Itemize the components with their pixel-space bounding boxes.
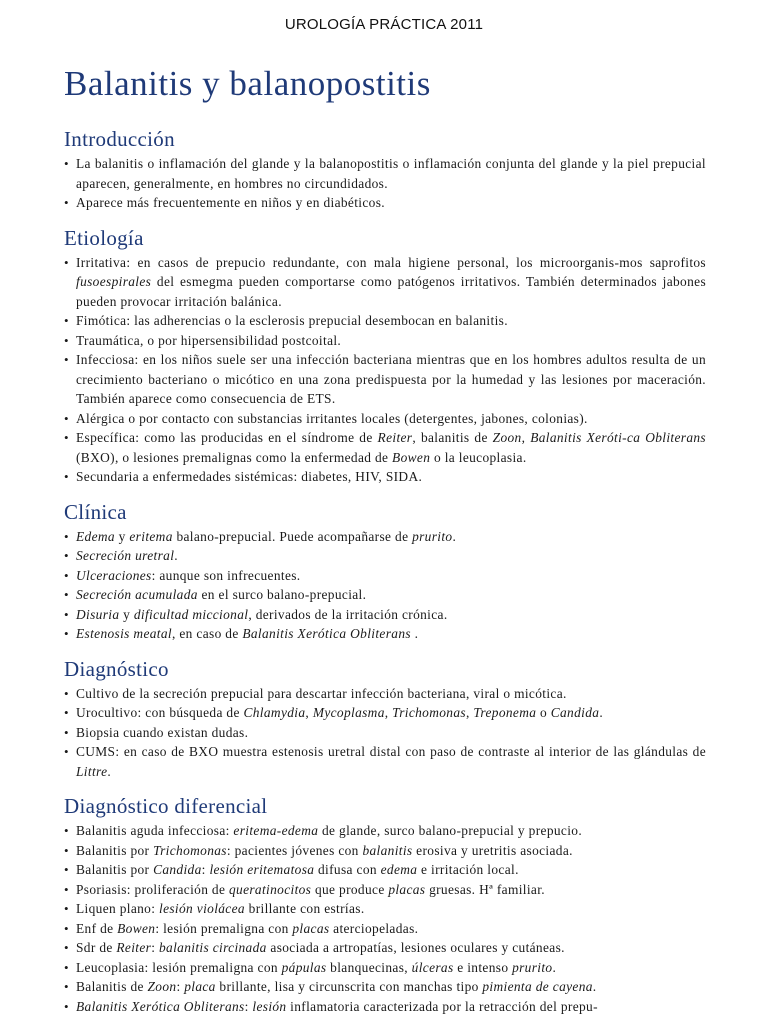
text: e irritación local. — [417, 862, 519, 877]
text: Biopsia cuando existan dudas. — [76, 724, 249, 740]
bullet-item — [64, 997, 706, 1017]
bullet-item — [64, 684, 706, 704]
italic-text: pimienta de cayena — [482, 979, 593, 994]
bullet-item — [64, 624, 706, 644]
italic-text: Bowen — [392, 449, 431, 465]
text: difusa con — [314, 862, 381, 877]
text: Infecciosa: en los niños suele ser una infección bacteriana mientras que en los hombres adultos resulta de un crecimiento bacteriano o micótico en una zona predispuesta por la humedad y las lesiones por maceración. También aparece como consecuencia de ETS. — [76, 352, 706, 406]
text: Sdr de — [76, 940, 117, 955]
text: o la leucoplasia. — [430, 449, 527, 465]
text: Balanitis por — [76, 842, 154, 858]
bullet-item — [64, 605, 706, 625]
italic-text: Bowen — [117, 920, 156, 936]
italic-text: prurito — [512, 959, 553, 975]
text: : — [201, 862, 210, 877]
section-heading: Etiología — [64, 225, 144, 250]
italic-text: Ulceraciones — [76, 567, 152, 583]
bullet-item — [64, 311, 706, 331]
italic-text: pápulas — [281, 959, 327, 975]
bullet-item — [64, 919, 706, 939]
italic-text: Secreción uretral — [76, 548, 175, 563]
bullet-item — [64, 938, 706, 958]
bullet-item — [64, 428, 706, 467]
section-heading: Diagnóstico — [64, 656, 169, 681]
text: . — [410, 626, 419, 641]
text: Balanitis de — [76, 979, 148, 994]
bullet-item — [64, 154, 706, 193]
text: , — [384, 705, 393, 720]
italic-text: Disuria — [76, 606, 120, 622]
italic-text: Secreción acumulada — [76, 587, 198, 602]
italic-text: Chlamydia — [243, 705, 306, 720]
text: : aunque son infrecuentes. — [151, 567, 301, 583]
text: erosiva y uretritis asociada. — [412, 842, 573, 858]
italic-text: queratinocitos — [228, 881, 312, 897]
text: balano-prepucial. Puede acompañarse de — [172, 528, 413, 544]
bullet-item — [64, 566, 706, 586]
text: CUMS: en caso de BXO muestra estenosis uretral distal con paso de contraste al interior de las glándulas de — [76, 744, 706, 759]
text: y — [114, 528, 130, 544]
text: . — [552, 959, 557, 975]
text: , balanitis de — [412, 430, 493, 445]
bullet-item — [64, 958, 706, 978]
text: . — [174, 548, 178, 563]
italic-text: eritema-edema — [233, 823, 319, 838]
running-head: UROLOGÍA PRÁCTICA 2011 — [284, 16, 484, 33]
italic-text: Zoon — [147, 979, 177, 994]
bullet-item — [64, 703, 706, 723]
text: Alérgica o por contacto con substancias irritantes locales (detergentes, jabones, colonias). — [76, 410, 588, 426]
bullet-item — [64, 467, 706, 487]
italic-text: Mycoplasma — [312, 705, 385, 720]
text: Balanitis por — [76, 862, 154, 877]
text: (BXO), o lesiones premalignas como la enfermedad de — [76, 449, 393, 465]
section-heading: Diagnóstico diferencial — [64, 794, 268, 818]
text: asociada a artropatías, lesiones oculares y cutáneas. — [266, 940, 565, 955]
text: . — [592, 979, 597, 994]
text: : lesión premaligna con — [155, 920, 293, 936]
text: Cultivo de la secreción prepucial para descartar infección bacteriana, viral o micótica. — [76, 685, 567, 701]
text: . — [599, 705, 604, 720]
italic-text: Estenosis meatal — [76, 626, 172, 641]
section-diagnostico — [64, 654, 706, 782]
italic-text: lesión — [252, 998, 287, 1014]
text: . — [107, 763, 112, 779]
italic-text: Treponema — [473, 705, 537, 720]
bullet-list — [64, 821, 706, 1016]
text: La balanitis o inflamación del glande y la balanopostitis o inflamación conjunta del glande y la piel prepucial aparecen, generalmente, en hombres no circundidados. — [76, 156, 706, 191]
document-body — [64, 124, 706, 1026]
bullet-list — [64, 684, 706, 782]
italic-text: lesión violácea — [159, 901, 245, 916]
text: , — [465, 705, 474, 720]
text: , derivados de la irritación crónica. — [248, 606, 448, 622]
italic-text: Reiter — [116, 940, 152, 955]
italic-text: Trichomonas — [153, 842, 227, 858]
section-clinica — [64, 497, 706, 644]
italic-text: Balanitis Xerótica Obliterans — [76, 998, 245, 1014]
bullet-item — [64, 977, 706, 997]
bullet-item — [64, 350, 706, 409]
text: de glande, surco balano-prepucial y prepucio. — [318, 823, 583, 838]
text: Aparece más frecuentemente en niños y en diabéticos. — [76, 195, 385, 210]
text: : pacientes jóvenes con — [226, 842, 363, 858]
bullet-item — [64, 527, 706, 547]
text: en el surco balano-prepucial. — [197, 587, 367, 602]
text: Leucoplasia: lesión premaligna con — [76, 959, 282, 975]
text: Traumática, o por hipersensibilidad postcoital. — [76, 332, 342, 348]
section-heading: Introducción — [64, 127, 175, 151]
italic-text: balanitis — [362, 842, 413, 858]
italic-text: úlceras — [411, 959, 454, 975]
bullet-item — [64, 723, 706, 743]
text: Liquen plano: — [76, 901, 159, 916]
text: , — [305, 705, 313, 720]
text: brillante con estrías. — [244, 901, 365, 916]
text: aterciopeladas. — [329, 920, 419, 936]
text: Secundaria a enfermedades sistémicas: diabetes, HIV, SIDA. — [76, 469, 423, 484]
bullet-item — [64, 860, 706, 880]
text: gruesas. Hª familiar. — [425, 881, 545, 897]
italic-text: fusoespirales — [76, 274, 152, 289]
section-diagnostico-diferencial — [64, 791, 706, 1016]
bullet-item — [64, 899, 706, 919]
text: o — [536, 705, 551, 720]
text: , — [521, 430, 531, 445]
section-etiologia — [64, 223, 706, 487]
text: inflamatoria caracterizada por la retracción del prepu- — [286, 998, 598, 1014]
italic-text: dificultad miccional — [133, 606, 249, 622]
bullet-item — [64, 546, 706, 566]
italic-text: Candida — [153, 862, 202, 877]
bullet-item — [64, 880, 706, 900]
italic-text: placas — [388, 881, 426, 897]
italic-text: Littre — [76, 763, 108, 779]
text: Enf de — [76, 920, 118, 936]
italic-text: placa — [184, 979, 216, 994]
italic-text: Trichomonas — [392, 705, 466, 720]
bullet-item — [64, 331, 706, 351]
bullet-item — [64, 253, 706, 312]
bullet-item — [64, 193, 706, 213]
italic-text: balanitis circinada — [159, 940, 267, 955]
text: : — [176, 979, 185, 994]
bullet-item — [64, 585, 706, 605]
text: . — [452, 528, 457, 544]
bullet-item — [64, 841, 706, 861]
text: Urocultivo: con búsqueda de — [76, 705, 244, 720]
italic-text: eritema — [129, 528, 173, 544]
italic-text: Balanitis Xeróti-ca Obliterans — [530, 430, 706, 445]
text: : — [151, 940, 159, 955]
italic-text: placas — [292, 920, 330, 936]
bullet-list — [64, 253, 706, 487]
bullet-item — [64, 742, 706, 781]
italic-text: prurito — [412, 528, 453, 544]
italic-text: edema — [380, 862, 418, 877]
text: : — [244, 998, 253, 1014]
text: blanquecinas, — [326, 959, 412, 975]
italic-text: lesión eritematosa — [209, 862, 315, 877]
text: , en caso de — [171, 626, 243, 641]
italic-text: Reiter — [377, 430, 413, 445]
text: y — [119, 606, 134, 622]
text: e intenso — [453, 959, 513, 975]
bullet-item — [64, 821, 706, 841]
italic-text: Candida — [550, 705, 600, 720]
page-title: Balanitis y balanopostitis — [64, 64, 431, 103]
italic-text: Zoon — [492, 430, 522, 445]
italic-text: Balanitis Xerótica Obliterans — [242, 626, 411, 641]
bullet-list — [64, 527, 706, 644]
section-heading: Clínica — [64, 499, 127, 524]
text: Psoriasis: proliferación de — [76, 881, 229, 897]
text: Irritativa: en casos de prepucio redundante, con mala higiene personal, los microorganis-mos saprofitos — [76, 254, 706, 270]
text: del esmegma pueden comportarse como patógenos irritativos. También determinados jabones pueden provocar irritación balánica. — [76, 274, 706, 309]
text: Balanitis aguda infecciosa: — [76, 823, 234, 838]
section-introduccion — [64, 124, 706, 213]
bullet-item — [64, 409, 706, 429]
bullet-list — [64, 154, 706, 213]
text: Específica: como las producidas en el síndrome de — [76, 430, 378, 445]
text: que produce — [311, 881, 389, 897]
italic-text: Edema — [76, 528, 115, 544]
text: brillante, lisa y circunscrita con manchas tipo — [215, 979, 483, 994]
text: Fimótica: las adherencias o la esclerosis prepucial desembocan en balanitis. — [76, 313, 508, 328]
